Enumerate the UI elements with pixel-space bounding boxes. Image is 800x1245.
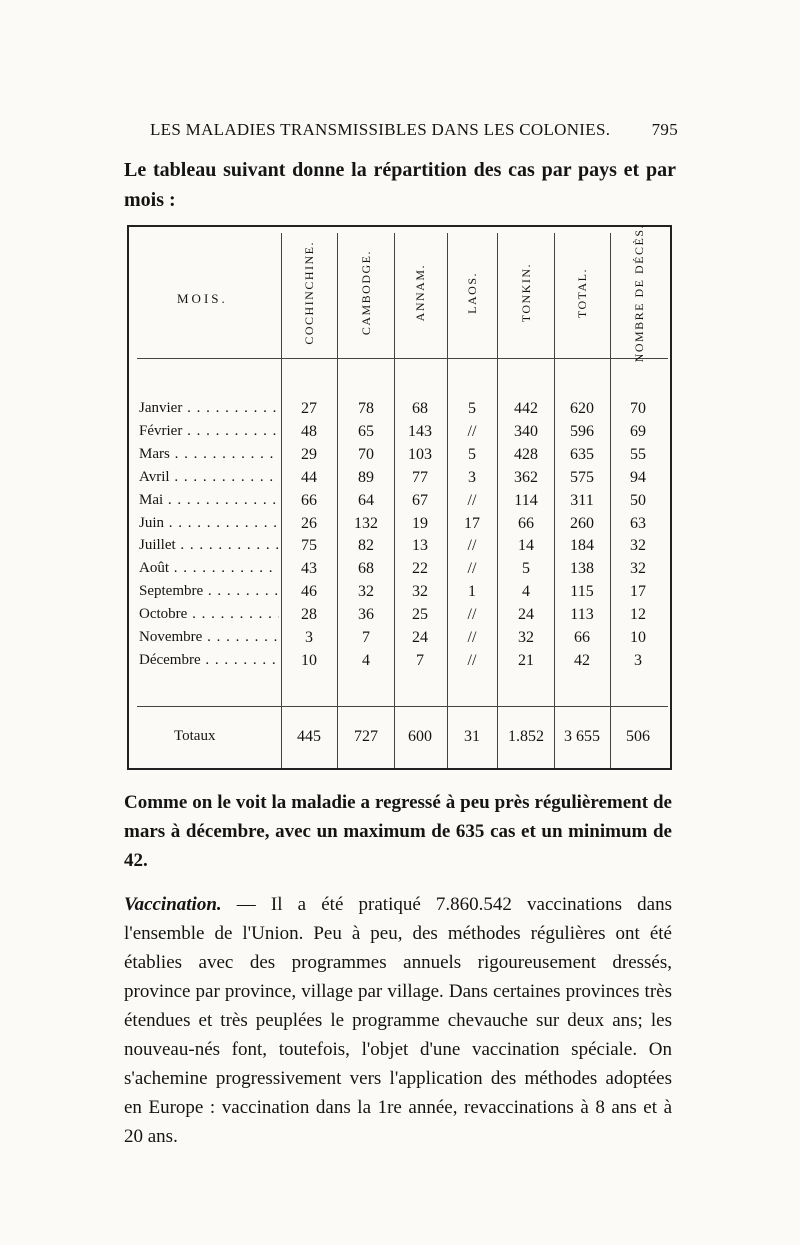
cell-value: 32 [412, 583, 428, 601]
header-rule [137, 358, 668, 359]
table-row [129, 560, 674, 582]
table-row [129, 469, 674, 491]
cell-value: 32 [358, 583, 374, 601]
month-label: Avril . . . [139, 469, 279, 486]
column-header-cochinchine: COCHINCHINE. [301, 241, 316, 345]
cell-value: 63 [630, 514, 646, 532]
cell-value: 635 [570, 445, 594, 463]
cell-value: 13 [412, 537, 428, 555]
cell-value: 77 [412, 468, 428, 486]
month-label: Janvier . . . [139, 400, 279, 417]
cell-value: 28 [301, 606, 317, 624]
column-header-tonkin: TONKIN. [518, 263, 533, 323]
total-value: 600 [408, 728, 432, 745]
cell-value: 26 [301, 514, 317, 532]
cell-value: 115 [570, 583, 594, 601]
cell-value: 24 [518, 606, 534, 624]
column-header-annam: ANNAM. [412, 264, 427, 322]
cell-value: 68 [412, 400, 428, 417]
cell-value: // [467, 537, 477, 555]
running-title: LES MALADIES TRANSMISSIBLES DANS LES COLONIES. [150, 120, 611, 139]
total-value: 1.852 [508, 728, 544, 745]
cell-value: // [467, 629, 477, 646]
cell-value: 575 [570, 468, 594, 486]
cell-value: 184 [570, 537, 594, 555]
cell-value: 66 [574, 629, 590, 646]
month-label: Juin . . . [139, 515, 279, 532]
column-header-cambodge: CAMBODGE. [358, 250, 373, 336]
cell-value: 138 [570, 560, 594, 578]
cell-value: 3 [305, 629, 313, 646]
cell-value: 103 [408, 445, 432, 463]
cell-value: 7 [416, 651, 424, 669]
cases-table [127, 225, 672, 770]
month-label: Février . . . [139, 423, 279, 440]
cell-value: 19 [412, 514, 428, 532]
table-row [129, 446, 674, 468]
cell-value: 113 [570, 606, 594, 624]
cell-value: 32 [518, 629, 534, 646]
cell-value: 68 [358, 560, 374, 578]
table-row [129, 652, 674, 674]
cell-value: 69 [630, 422, 646, 440]
vaccination-lead: Vaccination. [124, 894, 222, 915]
cell-value: 5 [468, 445, 476, 463]
cell-value: 27 [301, 400, 317, 417]
cell-value: 362 [514, 468, 538, 486]
cell-value: 10 [301, 651, 317, 669]
cell-value: 5 [468, 400, 476, 417]
cell-value: 78 [358, 400, 374, 417]
cell-value: // [467, 491, 477, 509]
cell-value: 5 [522, 560, 530, 578]
totals-rule [137, 706, 668, 707]
cell-value: 32 [630, 537, 646, 555]
month-label: Novembre . . . [139, 629, 279, 646]
cell-value: 48 [301, 422, 317, 440]
cell-value: 50 [630, 491, 646, 509]
cell-value: 67 [412, 491, 428, 509]
table-row [129, 423, 674, 445]
table-row [129, 537, 674, 559]
cell-value: 75 [301, 537, 317, 555]
cell-value: 64 [358, 491, 374, 509]
cell-value: 12 [630, 606, 646, 624]
total-value: 31 [464, 728, 480, 745]
month-label: Décembre . . . [139, 652, 279, 669]
month-label: Août . . . [139, 560, 279, 577]
cell-value: 21 [518, 651, 534, 669]
cell-value: 43 [301, 560, 317, 578]
cell-value: 442 [514, 400, 538, 417]
cell-value: 10 [630, 629, 646, 646]
cell-value: 66 [518, 514, 534, 532]
cell-value: 143 [408, 422, 432, 440]
paragraph-vaccination [124, 890, 672, 1151]
cell-value: // [467, 422, 477, 440]
table-row [129, 400, 674, 422]
cell-value: 65 [358, 422, 374, 440]
table-row [129, 515, 674, 537]
cell-value: 260 [570, 514, 594, 532]
totals-row [129, 728, 674, 750]
column-header-mois: MOIS. [177, 291, 228, 306]
cell-value: 89 [358, 468, 374, 486]
cell-value: 36 [358, 606, 374, 624]
month-label: Juillet . . . [139, 537, 279, 554]
cell-value: 4 [362, 651, 370, 669]
table-row [129, 606, 674, 628]
cell-value: 32 [630, 560, 646, 578]
cell-value: 24 [412, 629, 428, 646]
cell-value: // [467, 606, 477, 624]
cell-value: 132 [354, 514, 378, 532]
cell-value: 311 [570, 491, 594, 509]
total-value: 506 [626, 728, 650, 745]
cell-value: 70 [358, 445, 374, 463]
cell-value: 17 [464, 514, 480, 532]
cell-value: 66 [301, 491, 317, 509]
cell-value: 42 [574, 651, 590, 669]
cell-value: 340 [514, 422, 538, 440]
cell-value: 55 [630, 445, 646, 463]
cell-value: // [467, 651, 477, 669]
cell-value: 4 [522, 583, 530, 601]
cell-value: 1 [468, 583, 476, 601]
column-header-deces: NOMBRE DE DÉCÈS. [631, 223, 646, 363]
column-header-total: TOTAL. [574, 267, 589, 319]
table-row [129, 492, 674, 514]
cell-value: 596 [570, 422, 594, 440]
total-value: 727 [354, 728, 378, 745]
month-label: Octobre . . . [139, 606, 279, 623]
cell-value: 3 [468, 468, 476, 486]
total-value: 445 [297, 728, 321, 745]
column-header-laos: LAOS. [464, 272, 479, 314]
cell-value: 70 [630, 400, 646, 417]
month-label: Mars . . . [139, 446, 279, 463]
total-value: 3 655 [564, 728, 600, 745]
cell-value: 82 [358, 537, 374, 555]
cell-value: 17 [630, 583, 646, 601]
cell-value: 29 [301, 445, 317, 463]
month-label: Mai . . . [139, 492, 279, 509]
cell-value: 620 [570, 400, 594, 417]
page-header [150, 120, 678, 140]
vaccination-text: — Il a été pratiqué 7.860.542 vaccinations dans l'ensemble de l'Union. Peu à peu, des méthodes régulières ont été établies avec des programmes annuels rigoureusement dressés, province par province, village par village. Dans certaines provinces très étendues et très peuplées le programme chevauche sur deux ans; les nouveau-nés font, toutefois, l'objet d'une vaccination spéciale. On s'achemine progressivement vers l'application des méthodes adoptées en Europe : vaccination dans la 1re année, revaccinations à 8 ans et à 20 ans. [124, 894, 672, 1147]
page-number: 795 [651, 120, 678, 139]
cell-value: // [467, 560, 477, 578]
table-row [129, 629, 674, 651]
cell-value: 25 [412, 606, 428, 624]
cell-value: 46 [301, 583, 317, 601]
cell-value: 22 [412, 560, 428, 578]
paragraph-summary: Comme on le voit la maladie a regressé à peu près régulièrement de mars à décembre, avec un maximum de 635 cas et un minimum de 42. [124, 792, 672, 871]
cell-value: 114 [514, 491, 538, 509]
cell-value: 428 [514, 445, 538, 463]
month-label: Septembre . . . [139, 583, 279, 600]
cell-value: 3 [634, 651, 642, 669]
cell-value: 14 [518, 537, 534, 555]
totals-label: Totaux [174, 728, 216, 744]
cell-value: 7 [362, 629, 370, 646]
cell-value: 44 [301, 468, 317, 486]
intro-text: Le tableau suivant donne la répartition des cas par pays et par mois : [124, 159, 676, 211]
cell-value: 94 [630, 468, 646, 486]
table-row [129, 583, 674, 605]
